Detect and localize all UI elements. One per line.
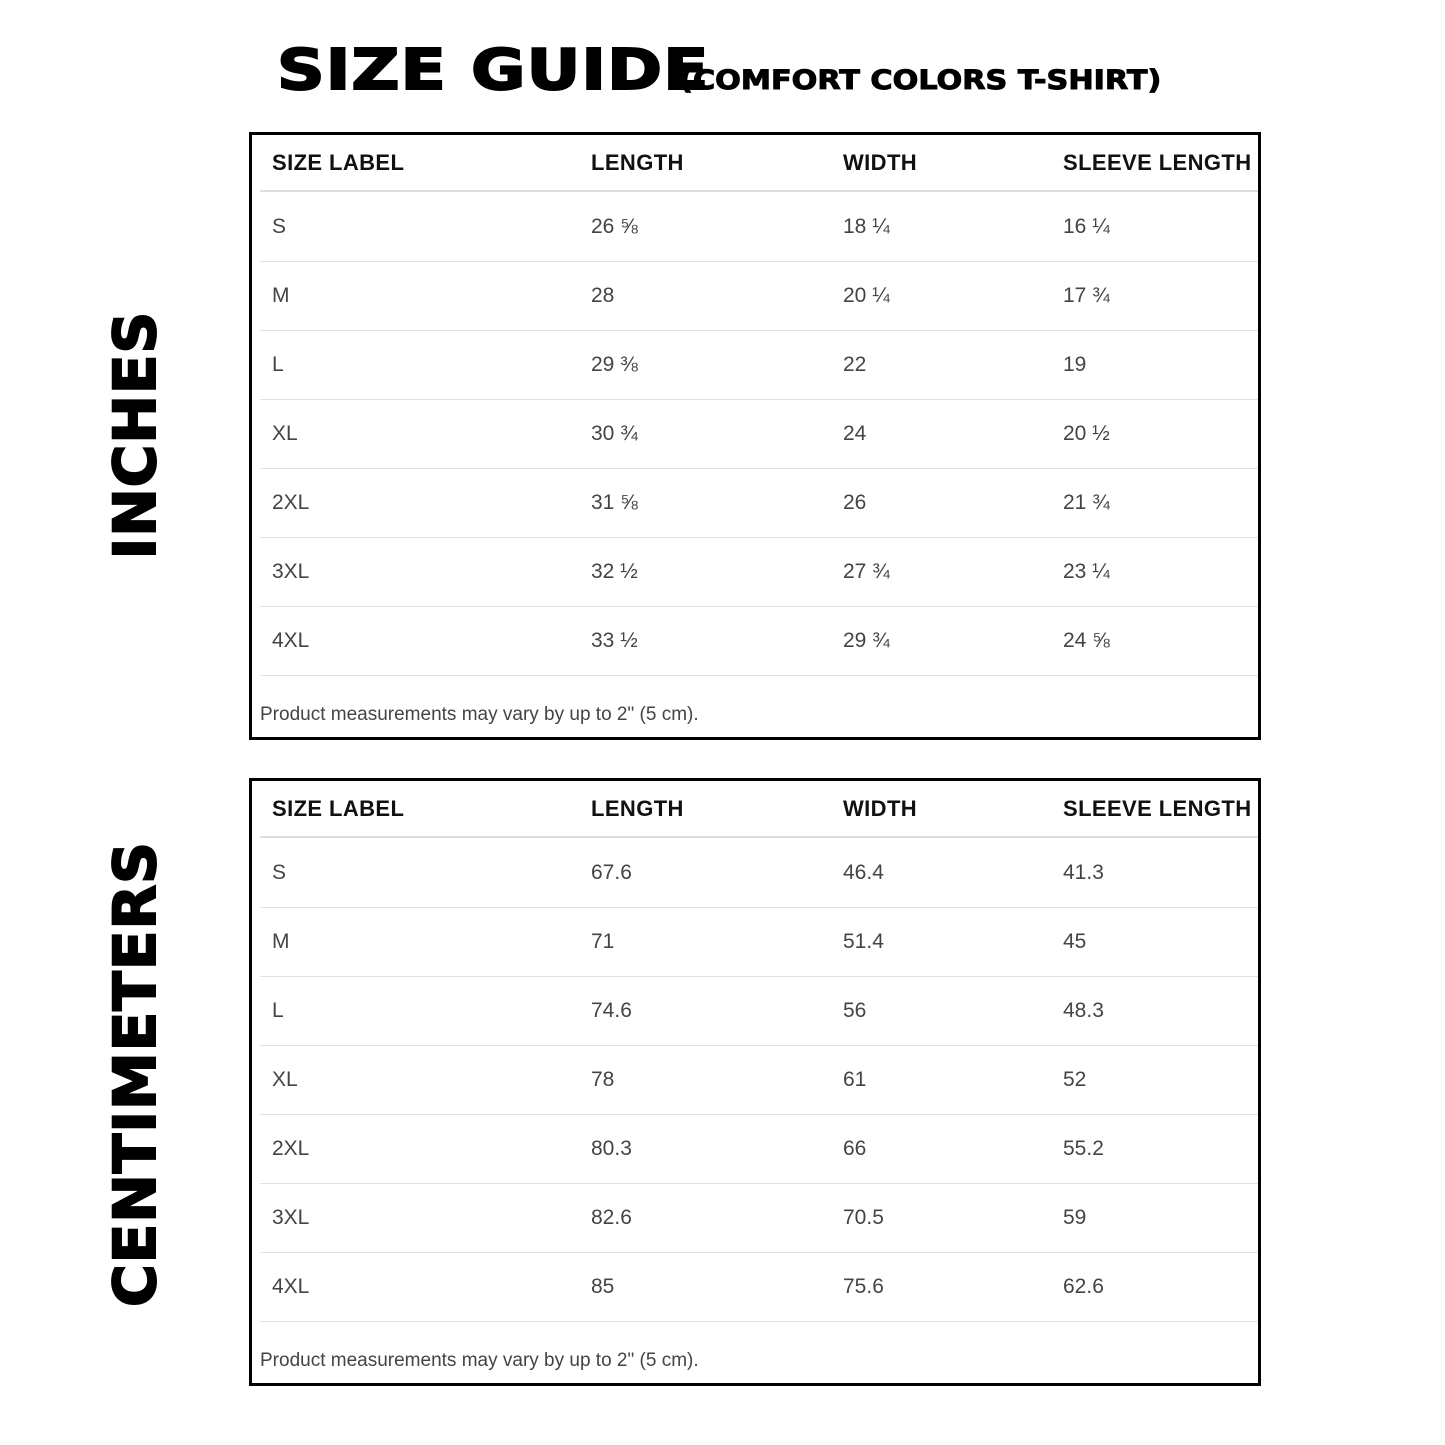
column-header-size-label: SIZE LABEL: [272, 149, 405, 175]
table-row: [260, 399, 1258, 469]
table-row: [260, 1114, 1258, 1184]
page-title: [0, 38, 1445, 103]
width-cell: 61: [843, 1067, 867, 1091]
length-cell: 28: [591, 283, 615, 307]
length-cell: 85: [591, 1274, 615, 1298]
inches-label-text: INCHES: [101, 310, 169, 560]
column-header-length: LENGTH: [591, 795, 684, 821]
length-cell: 33 ½: [591, 628, 638, 652]
sleeve-cell: 24 ⅝: [1063, 628, 1110, 652]
size-cell: L: [272, 998, 284, 1022]
length-cell: 32 ½: [591, 559, 638, 583]
table-row: [260, 1045, 1258, 1115]
size-cell: M: [272, 929, 290, 953]
width-cell: 75.6: [843, 1274, 884, 1298]
measurement-note: Product measurements may vary by up to 2" (5 cm).: [260, 704, 699, 725]
sleeve-cell: 59: [1063, 1205, 1087, 1229]
length-cell: 74.6: [591, 998, 632, 1022]
sleeve-cell: 45: [1063, 929, 1087, 953]
width-cell: 20 ¼: [843, 283, 890, 307]
length-cell: 31 ⅝: [591, 490, 638, 514]
width-cell: 46.4: [843, 860, 884, 884]
table-header-row: [260, 781, 1258, 838]
width-cell: 70.5: [843, 1205, 884, 1229]
column-header-sleeve-length: SLEEVE LENGTH: [1063, 795, 1252, 821]
size-cell: S: [272, 214, 287, 238]
table-row: [260, 537, 1258, 607]
length-cell: 30 ¾: [591, 421, 638, 445]
measurement-note: Product measurements may vary by up to 2" (5 cm).: [260, 1350, 699, 1371]
length-cell: 71: [591, 929, 615, 953]
table-row: [260, 192, 1258, 262]
title-subtitle: (COMFORT COLORS T-SHIRT): [678, 65, 1161, 96]
sleeve-cell: 52: [1063, 1067, 1087, 1091]
inches-section-label: [101, 311, 169, 560]
sleeve-cell: 19: [1063, 352, 1087, 376]
width-cell: 51.4: [843, 929, 884, 953]
table-row: [260, 1183, 1258, 1253]
length-cell: 26 ⅝: [591, 214, 638, 238]
column-header-width: WIDTH: [843, 795, 918, 821]
size-cell: 2XL: [272, 490, 310, 514]
width-cell: 26: [843, 490, 867, 514]
width-cell: 29 ¾: [843, 628, 890, 652]
size-cell: 4XL: [272, 1274, 310, 1298]
sleeve-cell: 20 ½: [1063, 421, 1110, 445]
length-cell: 29 ⅜: [591, 352, 638, 376]
sleeve-cell: 48.3: [1063, 998, 1104, 1022]
width-cell: 18 ¼: [843, 214, 890, 238]
centimeters-size-table: [249, 778, 1261, 1386]
column-header-length: LENGTH: [591, 149, 684, 175]
size-cell: 3XL: [272, 559, 310, 583]
column-header-sleeve-length: SLEEVE LENGTH: [1063, 149, 1252, 175]
width-cell: 27 ¾: [843, 559, 890, 583]
table-row: [260, 838, 1258, 908]
table-row: [260, 468, 1258, 538]
column-header-width: WIDTH: [843, 149, 918, 175]
length-cell: 80.3: [591, 1136, 632, 1160]
sleeve-cell: 55.2: [1063, 1136, 1104, 1160]
column-header-size-label: SIZE LABEL: [272, 795, 405, 821]
length-cell: 78: [591, 1067, 615, 1091]
length-cell: 82.6: [591, 1205, 632, 1229]
title-main: SIZE GUIDE: [277, 38, 710, 103]
size-cell: M: [272, 283, 290, 307]
width-cell: 66: [843, 1136, 867, 1160]
width-cell: 56: [843, 998, 867, 1022]
size-cell: XL: [272, 1067, 298, 1091]
size-cell: L: [272, 352, 284, 376]
table-row: [260, 1252, 1258, 1322]
width-cell: 22: [843, 352, 867, 376]
table-header-row: [260, 135, 1258, 192]
table-row: [260, 261, 1258, 331]
table-row: [260, 330, 1258, 400]
width-cell: 24: [843, 421, 867, 445]
size-cell: S: [272, 860, 287, 884]
size-cell: 3XL: [272, 1205, 310, 1229]
sleeve-cell: 62.6: [1063, 1274, 1104, 1298]
table-row: [260, 907, 1258, 977]
centimeters-section-label: [101, 841, 169, 1307]
table-row: [260, 976, 1258, 1046]
sleeve-cell: 41.3: [1063, 860, 1104, 884]
sleeve-cell: 21 ¾: [1063, 490, 1110, 514]
size-cell: 2XL: [272, 1136, 310, 1160]
size-cell: 4XL: [272, 628, 310, 652]
table-row: [260, 606, 1258, 676]
sleeve-cell: 16 ¼: [1063, 214, 1110, 238]
centimeters-label-text: CENTIMETERS: [101, 841, 169, 1307]
sleeve-cell: 23 ¼: [1063, 559, 1110, 583]
inches-size-table: [249, 132, 1261, 740]
length-cell: 67.6: [591, 860, 632, 884]
sleeve-cell: 17 ¾: [1063, 283, 1110, 307]
size-cell: XL: [272, 421, 298, 445]
